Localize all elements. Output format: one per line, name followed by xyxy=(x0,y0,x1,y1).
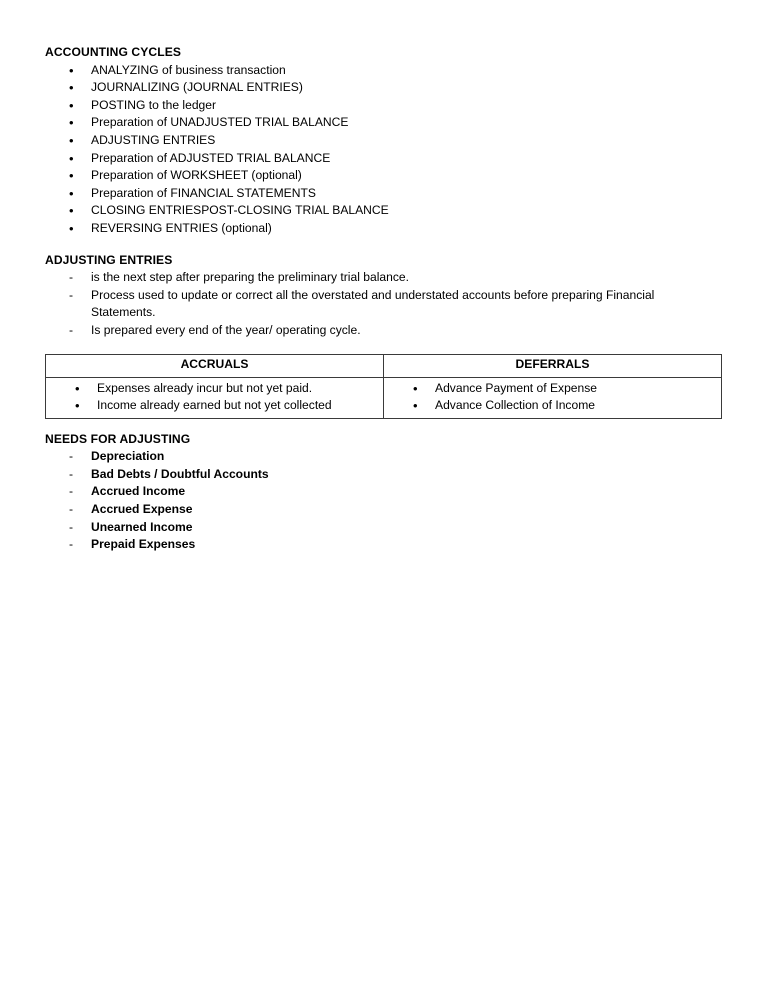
list-item xyxy=(45,448,722,466)
list-item-label: ANALYZING of business transaction xyxy=(91,62,286,77)
bullet-marker-icon: • xyxy=(69,220,74,236)
list-item xyxy=(45,79,722,97)
dash-marker-icon: - xyxy=(69,519,74,534)
dash-marker-icon: - xyxy=(69,537,74,552)
list-item xyxy=(45,269,722,287)
spacer xyxy=(45,238,722,252)
list-item xyxy=(46,380,383,398)
bullet-marker-icon: • xyxy=(413,380,418,396)
bullet-marker-icon: • xyxy=(69,203,74,219)
list-item-label: Income already earned but not yet collected xyxy=(97,398,332,413)
list-item-label: Preparation of UNADJUSTED TRIAL BALANCE xyxy=(91,115,349,130)
column-header-accruals: ACCRUALS xyxy=(46,354,384,377)
list-item xyxy=(45,466,722,484)
bullet-marker-icon: • xyxy=(69,185,74,201)
list-item-label: Is prepared every end of the year/ operating cycle. xyxy=(91,322,361,337)
list-item xyxy=(384,380,721,398)
list-item-label: Expenses already incur but not yet paid. xyxy=(97,380,313,395)
needs-for-adjusting-list xyxy=(45,448,722,554)
column-header-deferrals: DEFERRALS xyxy=(384,354,722,377)
bullet-marker-icon: • xyxy=(69,132,74,148)
list-item xyxy=(45,114,722,132)
list-item-label: is the next step after preparing the preliminary trial balance. xyxy=(91,270,409,285)
list-item xyxy=(45,97,722,115)
list-item xyxy=(45,185,722,203)
spacer xyxy=(45,340,722,354)
list-item xyxy=(45,536,722,554)
bullet-marker-icon: • xyxy=(69,62,74,78)
dash-marker-icon: - xyxy=(69,322,74,337)
list-item-label: Bad Debts / Doubtful Accounts xyxy=(91,466,269,481)
list-item-label: Unearned Income xyxy=(91,519,193,534)
list-item-label: ADJUSTING ENTRIES xyxy=(91,132,216,147)
dash-marker-icon: - xyxy=(69,502,74,517)
section-heading-adjusting-entries: ADJUSTING ENTRIES xyxy=(45,252,173,267)
dash-marker-icon: - xyxy=(69,484,74,499)
list-item xyxy=(45,62,722,80)
bullet-marker-icon: • xyxy=(69,150,74,166)
list-item-label: Accrued Expense xyxy=(91,502,193,517)
adjusting-entries-list xyxy=(45,269,722,339)
accruals-item-list xyxy=(46,380,383,415)
list-item xyxy=(45,519,722,537)
dash-marker-icon: - xyxy=(69,270,74,285)
bullet-marker-icon: • xyxy=(69,80,74,96)
list-item-label: Advance Payment of Expense xyxy=(435,380,598,395)
dash-marker-icon: - xyxy=(69,287,74,302)
bullet-marker-icon: • xyxy=(75,398,80,414)
list-item-label: JOURNALIZING (JOURNAL ENTRIES) xyxy=(91,80,303,95)
list-item-label: CLOSING ENTRIESPOST-CLOSING TRIAL BALANCE xyxy=(91,203,389,218)
accounting-cycles-list xyxy=(45,62,722,238)
section-heading-needs-for-adjusting: NEEDS FOR ADJUSTING xyxy=(45,431,191,446)
list-item xyxy=(45,167,722,185)
list-item-label: Preparation of ADJUSTED TRIAL BALANCE xyxy=(91,150,331,165)
list-item-label: Accrued Income xyxy=(91,484,186,499)
bullet-marker-icon: • xyxy=(413,398,418,414)
list-item xyxy=(45,322,722,340)
list-item-label: REVERSING ENTRIES (optional) xyxy=(91,220,272,235)
list-item-label: Prepaid Expenses xyxy=(91,537,196,552)
accruals-deferrals-table xyxy=(45,354,722,419)
page-title: ACCOUNTING CYCLES xyxy=(45,45,182,59)
list-item xyxy=(384,397,721,415)
list-item-label: Preparation of FINANCIAL STATEMENTS xyxy=(91,185,316,200)
dash-marker-icon: - xyxy=(69,466,74,481)
list-item xyxy=(46,397,383,415)
table-row xyxy=(46,377,722,418)
list-item xyxy=(45,501,722,519)
bullet-marker-icon: • xyxy=(69,97,74,113)
spacer xyxy=(45,419,722,431)
cell-accruals xyxy=(46,377,384,418)
bullet-marker-icon: • xyxy=(69,115,74,131)
list-item xyxy=(45,132,722,150)
list-item xyxy=(45,202,722,220)
table-header-row xyxy=(46,354,722,377)
dash-marker-icon: - xyxy=(69,449,74,464)
list-item-label: Preparation of WORKSHEET (optional) xyxy=(91,168,302,183)
list-item xyxy=(45,150,722,168)
list-item-label: Process used to update or correct all the overstated and understated accounts before preparing Financial Statements. xyxy=(91,287,655,320)
list-item-label: Advance Collection of Income xyxy=(435,398,595,413)
cell-deferrals xyxy=(384,377,722,418)
list-item-label: Depreciation xyxy=(91,449,165,464)
list-item xyxy=(45,287,722,322)
list-item xyxy=(45,483,722,501)
bullet-marker-icon: • xyxy=(75,380,80,396)
bullet-marker-icon: • xyxy=(69,168,74,184)
list-item xyxy=(45,220,722,238)
list-item-label: POSTING to the ledger xyxy=(91,97,217,112)
deferrals-item-list xyxy=(384,380,721,415)
